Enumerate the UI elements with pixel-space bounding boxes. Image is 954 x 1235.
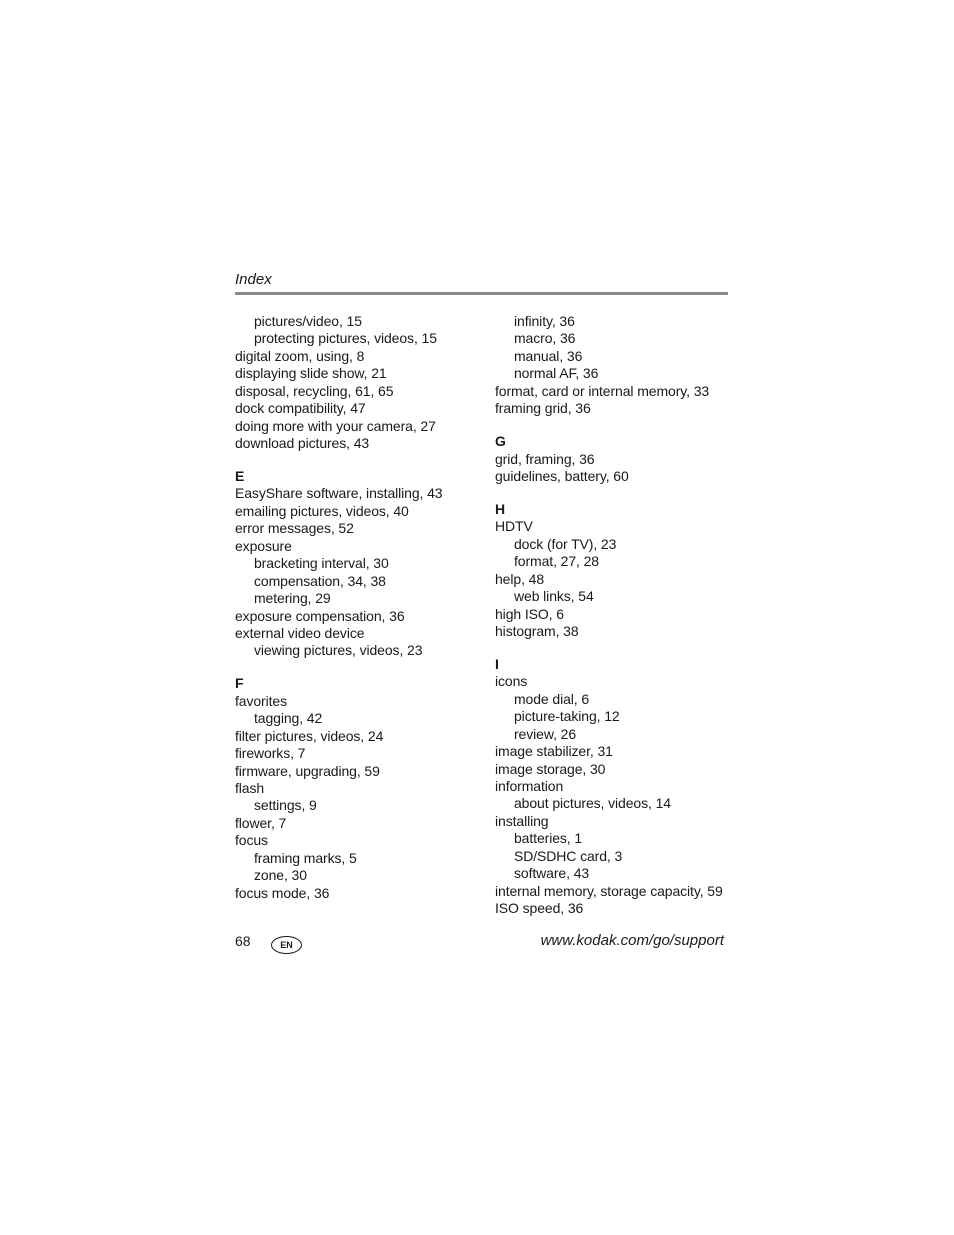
section-gap <box>235 453 485 469</box>
index-entry: fireworks, 7 <box>235 745 306 762</box>
index-subentry: macro, 36 <box>514 330 576 347</box>
support-url-link[interactable]: www.kodak.com/go/support <box>540 932 724 949</box>
index-entry: flash <box>235 779 265 796</box>
section-gap <box>495 418 735 434</box>
index-subentry: dock (for TV), 23 <box>514 535 617 552</box>
index-subentry: tagging, 42 <box>254 710 323 727</box>
index-subentry: mode dial, 6 <box>514 690 590 707</box>
index-entry: HDTV <box>495 518 533 535</box>
index-subentry: manual, 36 <box>514 347 583 364</box>
index-entry: emailing pictures, videos, 40 <box>235 502 409 519</box>
index-entry: displaying slide show, 21 <box>235 365 387 382</box>
section-gap <box>235 660 485 676</box>
index-entry: ISO speed, 36 <box>495 900 584 917</box>
page-header-title: Index <box>235 271 272 288</box>
index-subentry: batteries, 1 <box>514 830 583 847</box>
index-section-letter: H <box>495 500 506 517</box>
index-entry: focus <box>235 832 268 849</box>
index-entry: filter pictures, videos, 24 <box>235 727 384 744</box>
index-subentry: normal AF, 36 <box>514 365 599 382</box>
index-entry: grid, framing, 36 <box>495 450 595 467</box>
index-subentry: zone, 30 <box>254 867 307 884</box>
index-subentry: web links, 54 <box>514 588 594 605</box>
index-section-letter: F <box>235 675 244 692</box>
index-entry: framing grid, 36 <box>495 400 591 417</box>
index-section-letter: I <box>495 655 499 672</box>
index-subentry: protecting pictures, videos, 15 <box>254 330 437 347</box>
index-entry: exposure compensation, 36 <box>235 607 405 624</box>
section-gap <box>495 485 735 501</box>
index-subentry: metering, 29 <box>254 590 331 607</box>
index-subentry: SD/SDHC card, 3 <box>514 847 623 864</box>
index-entry: image stabilizer, 31 <box>495 743 613 760</box>
index-entry: error messages, 52 <box>235 520 354 537</box>
index-entry: high ISO, 6 <box>495 605 564 622</box>
index-entry: doing more with your camera, 27 <box>235 417 436 434</box>
index-entry: flower, 7 <box>235 814 287 831</box>
index-column-right <box>495 313 735 918</box>
index-subentry: infinity, 36 <box>514 313 575 329</box>
index-subentry: format, 27, 28 <box>514 553 599 570</box>
index-entry: help, 48 <box>495 570 545 587</box>
language-badge: EN <box>271 936 302 954</box>
index-subentry: picture-taking, 12 <box>514 708 620 725</box>
index-entry: histogram, 38 <box>495 623 579 639</box>
index-entry: guidelines, battery, 60 <box>495 468 629 484</box>
index-section-letter: E <box>235 468 245 484</box>
index-entry: digital zoom, using, 8 <box>235 347 365 364</box>
index-entry: EasyShare software, installing, 43 <box>235 485 443 502</box>
index-subentry: bracketing interval, 30 <box>254 555 389 572</box>
index-entry: icons <box>495 673 528 690</box>
index-subentry: viewing pictures, videos, 23 <box>254 642 423 659</box>
index-entry: exposure <box>235 537 292 554</box>
index-entry: download pictures, 43 <box>235 435 370 452</box>
index-subentry: pictures/video, 15 <box>254 313 362 329</box>
index-subentry: settings, 9 <box>254 797 317 814</box>
index-entry: favorites <box>235 692 288 709</box>
index-subentry: review, 26 <box>514 725 577 742</box>
header-divider <box>235 292 728 295</box>
index-entry: focus mode, 36 <box>235 884 330 901</box>
section-gap <box>495 640 735 656</box>
index-entry: internal memory, storage capacity, 59 <box>495 882 723 899</box>
index-subentry: framing marks, 5 <box>254 849 357 866</box>
index-subentry: software, 43 <box>514 865 590 882</box>
index-subentry: compensation, 34, 38 <box>254 572 386 589</box>
index-entry: firmware, upgrading, 59 <box>235 762 380 779</box>
index-entry: format, card or internal memory, 33 <box>495 382 710 399</box>
page-number: 68 <box>235 933 251 949</box>
index-subentry: about pictures, videos, 14 <box>514 795 671 812</box>
index-section-letter: G <box>495 433 506 450</box>
index-entry: installing <box>495 812 549 829</box>
index-entry: information <box>495 778 564 794</box>
index-column-left <box>235 313 485 902</box>
index-entry: disposal, recycling, 61, 65 <box>235 382 394 399</box>
index-entry: dock compatibility, 47 <box>235 400 366 417</box>
index-entry: external video device <box>235 624 365 641</box>
index-entry: image storage, 30 <box>495 760 606 777</box>
